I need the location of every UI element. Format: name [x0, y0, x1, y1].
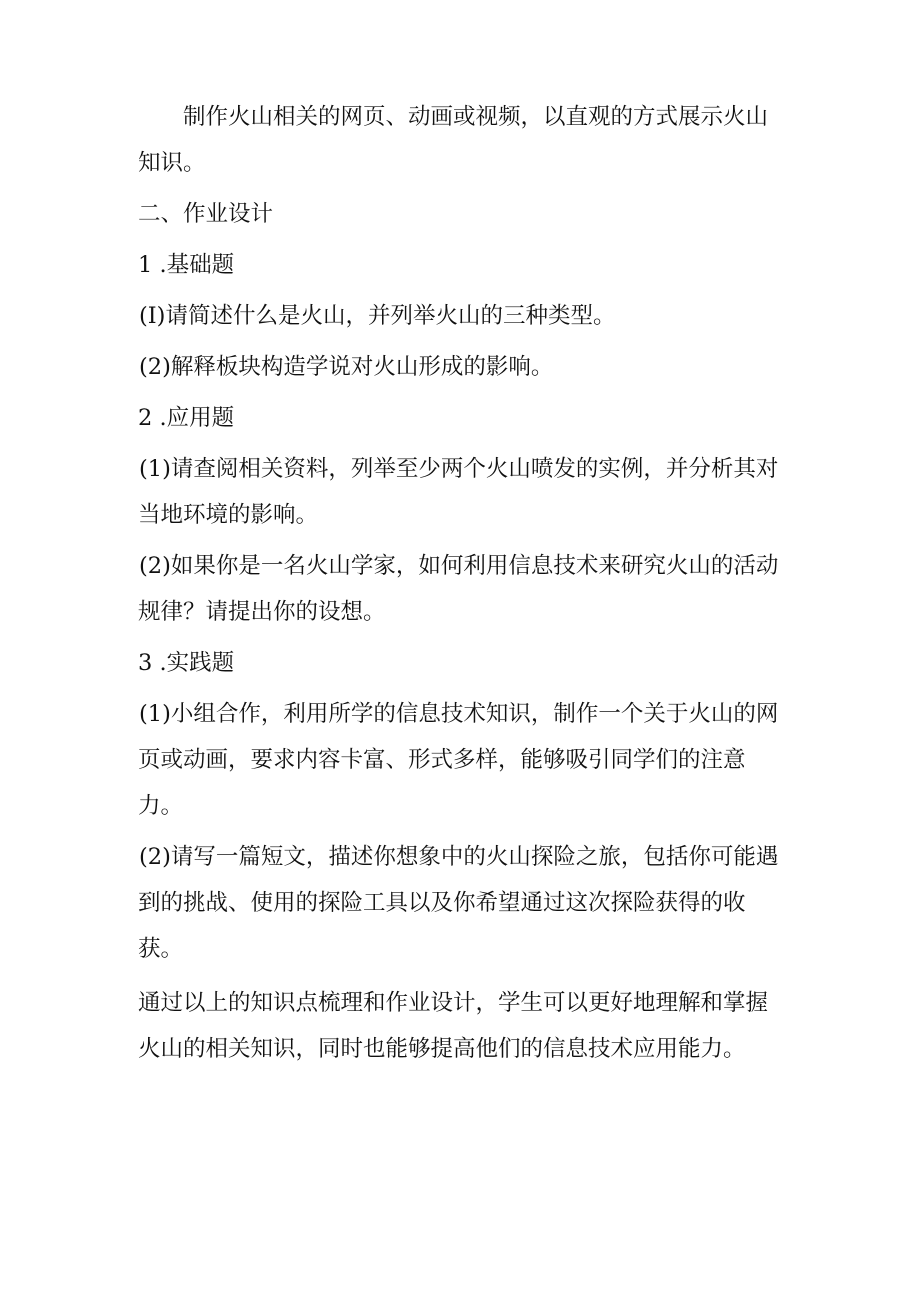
basic-question-2: (2)解释板块构造学说对火山形成的影响。 [139, 354, 554, 380]
basic-question-1: (I)请简述什么是火山，并列举火山的三种类型。 [139, 303, 616, 329]
group-heading-basic: 1 .基础题 [138, 252, 235, 278]
practice-question-1: (1)小组合作，利用所学的信息技术知识，制作一个关于火山的网页或动画，要求内容卡富、形式多样，能够吸引同学们的注意力。 [138, 701, 779, 819]
section-title: 二、作业设计 [138, 201, 274, 227]
group-heading-practice: 3 .实践题 [138, 650, 235, 676]
practice-question-2: (2)请写一篇短文，描述你想象中的火山探险之旅，包括你可能遇到的挑战、使用的探险工具以及你希望通过这次探险获得的收获。 [138, 844, 779, 962]
document-page [138, 94, 788, 1072]
conclusion-paragraph: 通过以上的知识点梳理和作业设计，学生可以更好地理解和掌握火山的相关知识，同时也能够提高他们的信息技术应用能力。 [138, 990, 769, 1062]
application-question-2: (2)如果你是一名火山学家，如何利用信息技术来研究火山的活动规律？请提出你的设想。 [138, 553, 779, 625]
group-heading-application: 2 .应用题 [138, 405, 235, 431]
application-question-1: (1)请查阅相关资料，列举至少两个火山喷发的实例，并分析其对当地环境的影响。 [138, 456, 779, 528]
intro-paragraph: 制作火山相关的网页、动画或视频，以直观的方式展示火山知识。 [138, 104, 769, 176]
